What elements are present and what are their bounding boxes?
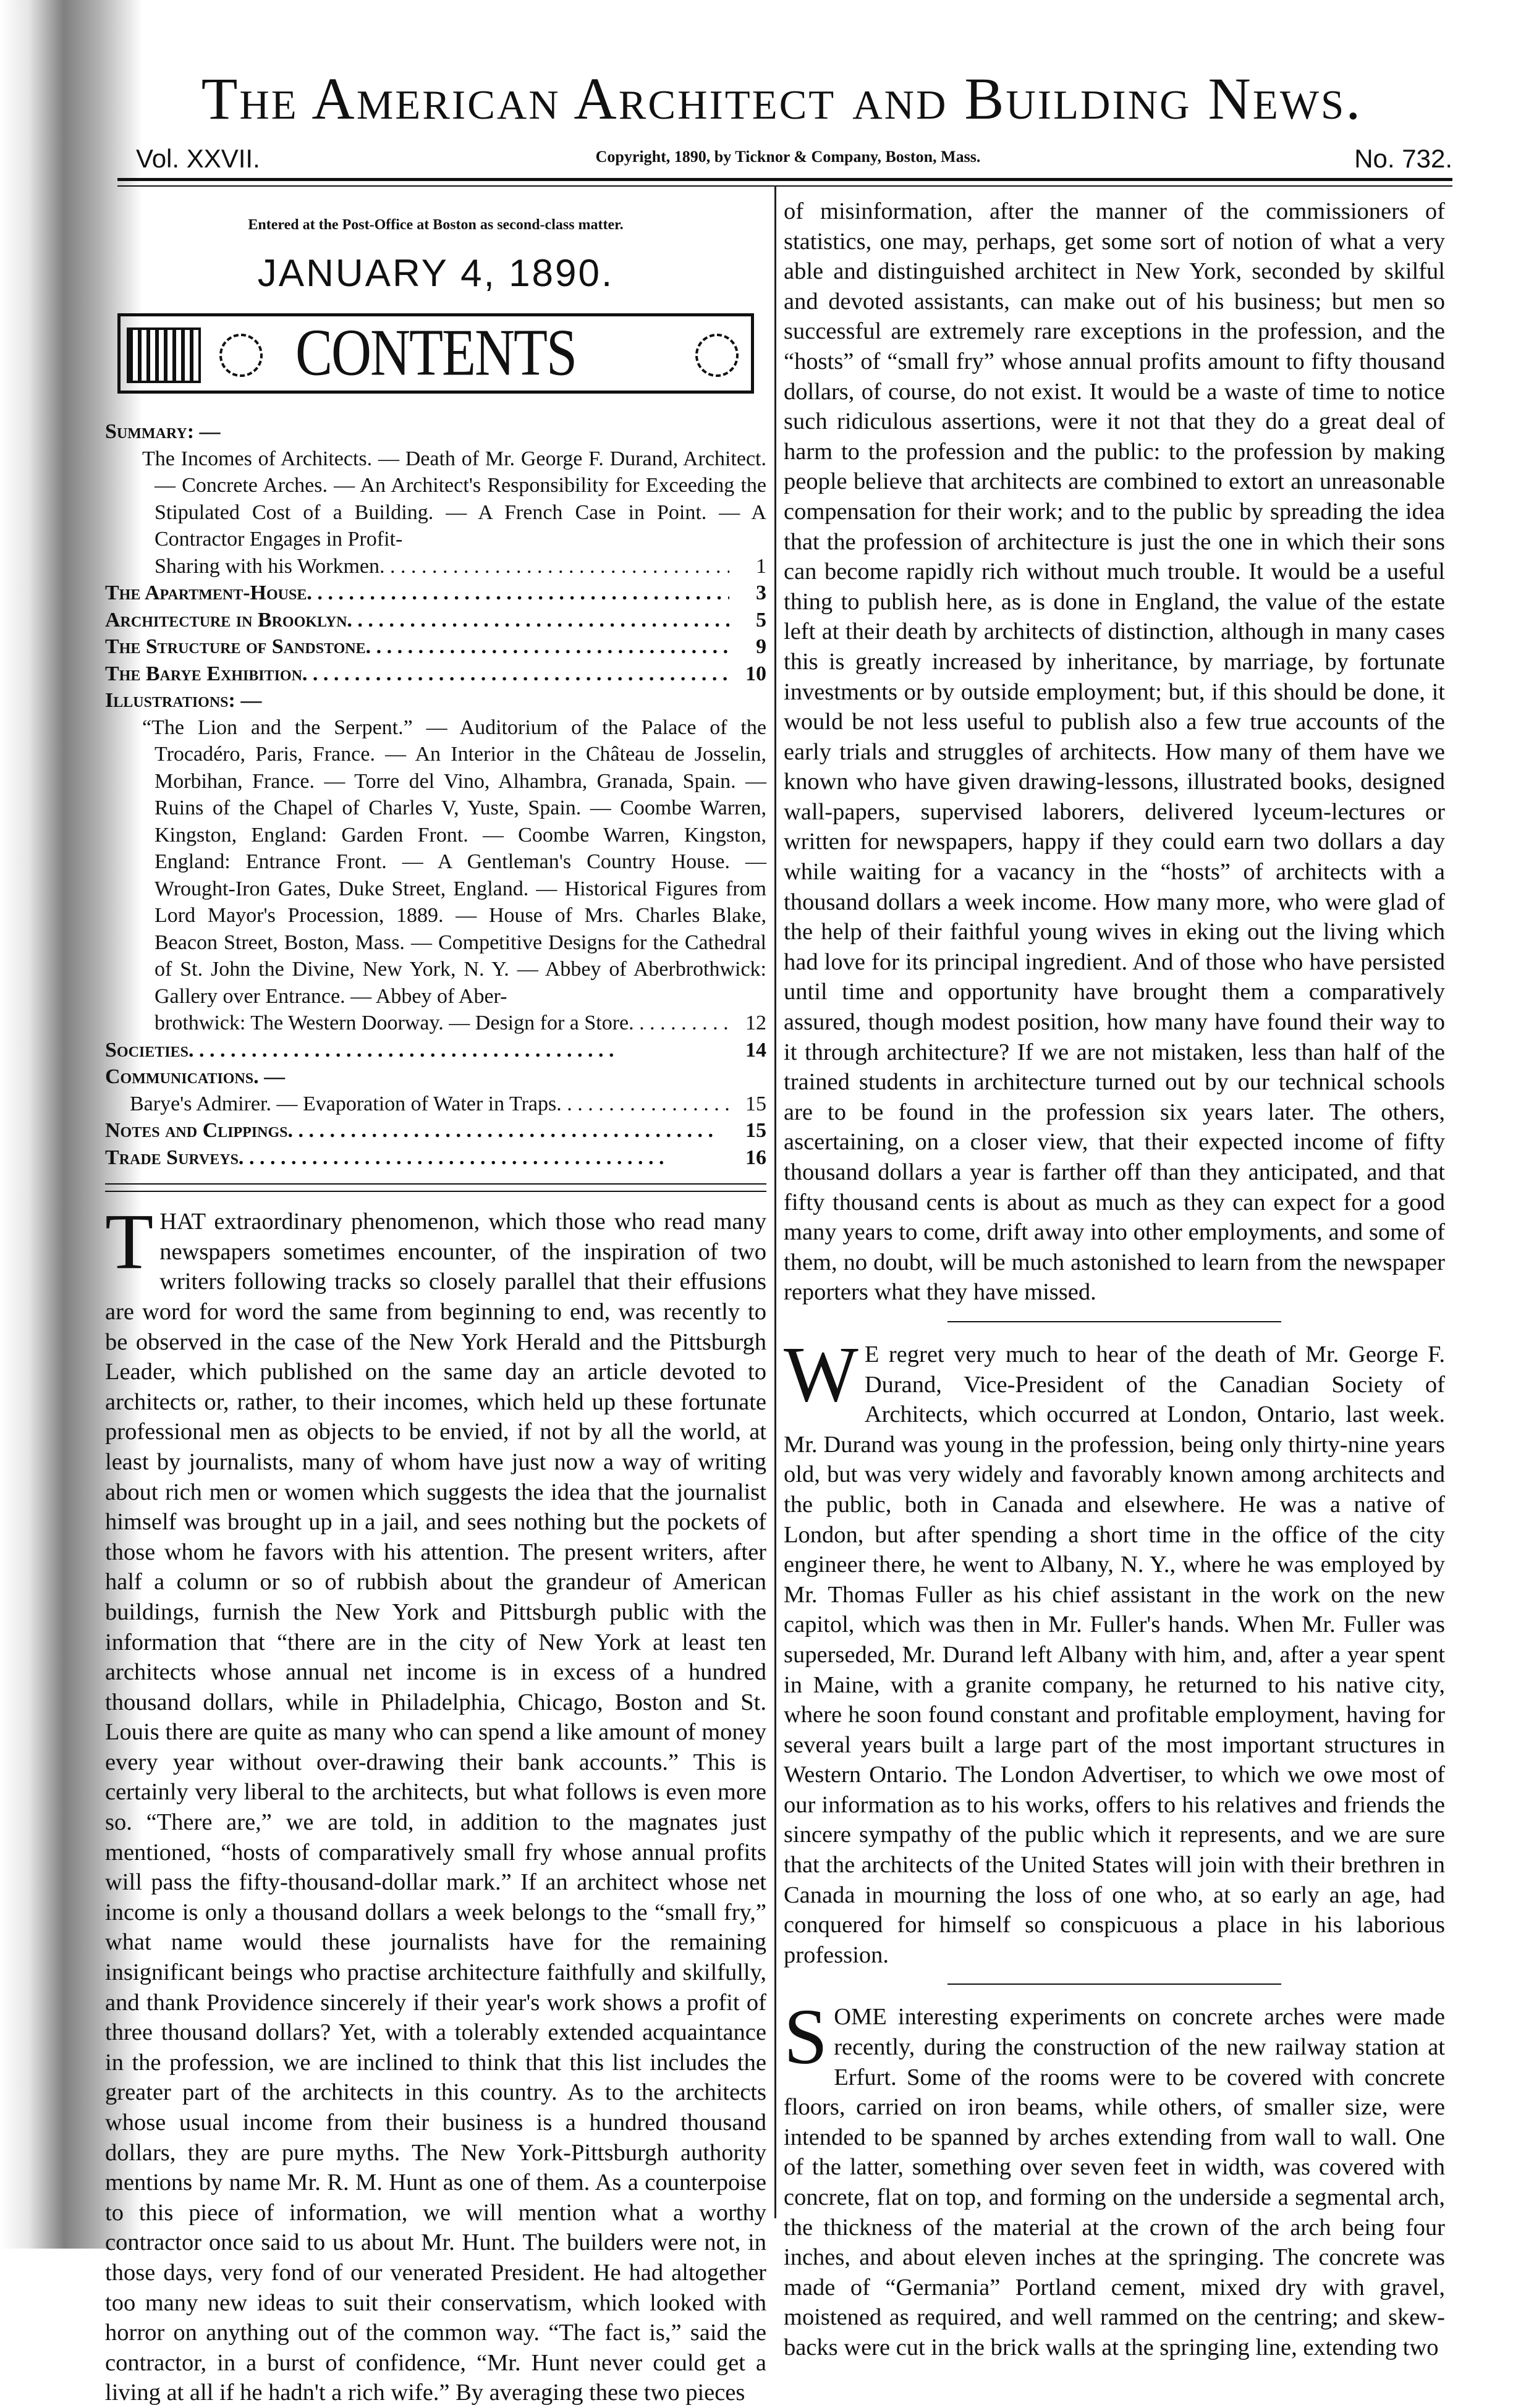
toc-entry[interactable]: Sharing with his Workmen. . . . 1 — [142, 553, 766, 580]
sunflower-ornament-icon — [219, 334, 263, 377]
toc-illustrations-text: “The Lion and the Serpent.” — Auditorium of the Palace of the Trocadéro, Paris, France. — An Interior in the Château de Josselin, Morbihan, France. — Torre del Vino, Alhambra, Granada, Spain. — Ruins of the Chapel of Charles V, Yuste, Spain. — Coombe Warren, Kingston, England: Garden Front. — Coombe Warren, Kingston, England: Entrance Front. — A Gentleman's Country House. — Wrought-Iron Gates, Duke Street, England. — Historical Figures from Lord Mayor's Procession, 1889. — House of Mrs. Charles Blake, Beacon Street, Boston, Mass. — Competitive Designs for the Cathedral of St. John the Divine, New York, N. Y. — Abbey of Aberbrothwick: Gallery over Entrance. — Abbey of Aber- — [142, 716, 766, 1008]
toc-entry[interactable]: Notes and Clippings. . . . 15 — [105, 1117, 766, 1144]
contents-banner — [117, 313, 754, 394]
toc-summary-heading: Summary: — — [105, 420, 221, 444]
toc-entry[interactable]: Societies. . . . 14 — [105, 1037, 766, 1064]
sunflower-ornament-icon — [695, 334, 739, 377]
table-of-contents — [105, 418, 766, 1171]
left-column — [105, 198, 766, 2408]
right-column — [784, 196, 1445, 2363]
drop-cap: T — [105, 1198, 154, 1286]
drop-cap: W — [784, 1330, 858, 1418]
toc-communications-heading: Communications. — — [105, 1065, 286, 1089]
toc-entry[interactable]: brothwick: The Western Doorway. — Design for a Store. . . . 12 — [142, 1010, 766, 1037]
toc-entry[interactable]: The Apartment-House. . . . 3 — [105, 580, 766, 607]
volume-number: Vol. XXVII. — [136, 144, 260, 173]
toc-summary-text: The Incomes of Architects. — Death of Mr. George F. Durand, Architect. — Concrete Arches. — An Architect's Responsibility for Exceeding the Stipulated Cost of a Building. — A French Case in Point. — A Contractor Engages in Profit- — [142, 447, 766, 551]
toc-entry[interactable]: Architecture in Brooklyn. . . . 5 — [105, 607, 766, 634]
masthead-title: The American Architect and Building News. — [201, 65, 1363, 132]
contents-end-rule — [105, 1183, 766, 1192]
header-rule — [117, 178, 1452, 187]
toc-entry[interactable]: Trade Surveys. . . . 16 — [105, 1144, 766, 1172]
article-architect-incomes: THAT extraordinary phenomenon, which those who read many newspapers sometimes encounter, of the inspiration of two writers following tracks so closely parallel that their effusions are word for word the same from beginning to end, was recently to be observed in the case of the New York Herald and the Pittsburgh Leader, which published on the same day an article devoted to architects or, rather, to their incomes, which held up these fortunate professional men as objects to be envied, if not by all the world, at least by journalists, many of whom have just now a way of writing about rich men or women which suggests the idea that the journalist himself was brought up in a jail, and sees nothing but the pockets of those whom he favors with his attention. The present writers, after half a column or so of rubbish about the grandeur of American buildings, furnish the New York and Pittsburgh public with the information that “there are in the city of New York at least ten architects whose annual net income is in excess of a hundred thousand dollars, while in Philadelphia, Chicago, Boston and St. Louis there are quite as many who can spend a like amount of money every year without over-drawing their bank accounts.” This is certainly very liberal to the architects, but what follows is even more so. “There are,” we are told, in addition to the magnates just mentioned, “hosts of comparatively small fry whose annual profits will pass the fifty-thousand-dollar mark.” If an architect whose net income is only a thousand dollars a week belongs to the “small fry,” what name would these journalists have for the remaining insignificant beings who practise architecture faithfully and skilfully, and thank Providence sincerely if their year's work shows a profit of three thousand dollars? Yet, with a tolerably extended acquaintance in the profession, we are inclined to think that this list includes the greater part of the architects in this country. As to the architects whose usual income from their business is a hundred thousand dollars, they are pure myths. The New York-Pittsburgh authority mentions by name Mr. R. M. Hunt as one of them. As a counterpoise to this piece of information, we will mention what a worthy contractor once said to us about Mr. Hunt. The builders were not, in those days, very fond of our venerated President. He had altogether too many new ideas to suit their conservatism, which looked with horror on anything out of the common way. “The fact is,” said the contractor, in a burst of confidence, “Mr. Hunt never could get a living at all if he hadn't a rich wife.” By averaging these two pieces — [105, 1198, 766, 2406]
toc-entry[interactable]: Barye's Admirer. — Evaporation of Water in Traps. . . . 15 — [105, 1091, 766, 1118]
issue-date: JANUARY 4, 1890. — [257, 251, 614, 295]
postal-notice: Entered at the Post-Office at Boston as second-class matter. — [248, 217, 624, 233]
volume-line — [124, 139, 1452, 176]
toc-illustrations-heading: Illustrations: — — [105, 689, 262, 712]
article-separator — [947, 1321, 1281, 1322]
article-concrete-arches: SOME interesting experiments on concrete arches were made recently, during the construction of the new railway station at Erfurt. Some of the rooms were to be covered with concrete floors, carried on iron beams, while others, of smaller size, were intended to be spanned by arches extending from wall to wall. One of the latter, something over seven feet in width, was covered with concrete, flat on top, and forming on the underside a segmental arch, the thickness of the material at the crown of the arch being four inches, and about eleven inches at the springing. The concrete was made of “Germania” Portland cement, mixed dry with gravel, moistened as required, and well rammed on the centring; and skew-backs were cut in the brick walls at the springing line, extending two — [784, 1993, 1445, 2360]
article-durand-obituary: W E regret very much to hear of the death of Mr. George F. Durand, Vice-President of the Canadian Society of Architects, which occurred at London, Ontario, last week. Mr. Durand was young in the profession, being only thirty-nine years old, but was very widely and favorably known among architects and the public, both in Canada and elsewhere. He was a native of London, but after spending a short time in the office of the city engineer there, he went to Albany, N. Y., where he was employed by Mr. Thomas Fuller as his chief assistant in the work on the new capitol, which was then in Mr. Fuller's hands. When Mr. Fuller was superseded, Mr. Durand left Albany with him, and, after a year spent in Maine, with a granite company, he returned to his native city, where he soon found constant and profitable employment, having for several years built a large part of the most important structures in Western Ontario. The London Advertiser, to which we owe most of our information as to his works, offers to his relatives and friends the sincere sympathy of the public which it represents, and we are sure that the architects of the United States will join with their brethren in Canada in mourning the loss of one who, at so early an age, had conquered for himself so conspicuous a place in his laborious profession. — [784, 1330, 1445, 1968]
issue-number: No. 732. — [1354, 144, 1452, 173]
toc-entry[interactable]: The Structure of Sandstone. . . . 9 — [105, 633, 766, 661]
column-divider — [774, 185, 776, 2218]
contents-title: CONTENTS — [295, 316, 576, 390]
article-separator — [947, 1983, 1281, 1985]
article-continuation: of misinformation, after the manner of the commissioners of statistics, one may, perhaps, get some sort of notion of what a very able and distinguished architect in New York, seconded by skilful and devoted assistants, can make out of his business; but men so successful are extremely rare exceptions in the profession, and the “hosts” of “small fry” whose annual profits amount to fifty thousand dollars, of course, do not exist. It would be a waste of time to notice such ridiculous assertions, were it not that they do a great deal of harm to the profession and the public: to the profession by making people believe that architects are combined to extort an unreasonable compensation for their work; and to the public by spreading the idea that the profession of architecture is just the one in which their sons can become rapidly rich without much trouble. It would be a useful thing to publish here, as is done in England, the value of the estate left at their death by architects of distinction, although in many cases this is greatly increased by inheritance, by marriage, by fortunate investments or by outside employment; but, if this should be done, it would be not less useful to publish also a few true accounts of the early trials and struggles of architects. How many of them have we known who have given drawing-lessons, illustrated books, designed wall-papers, supervised laborers, delivered lyceum-lectures or written for newspapers, happy if they could earn two dollars a day while waiting for a vacancy in the “hosts” of architects with a thousand dollars a week income. How many more, who were glad of the help of their faithful young wives in eking out the living which had love for its principal ingredient. And of those who have persisted until time and opportunity have brought them a comparatively assured, though modest position, how many have found their way to it through architecture? If we are not mistaken, less than half of the trained students in architecture turned out by our technical schools are to be found in the profession six years later. The others, ascertaining, on a closer view, that their expected income of fifty thousand dollars a year is farther off than they anticipated, and that fifty thousand cents is about as much as they can expect for a good many years to come, drift away into other employments, and some of them, no doubt, will be much astonished to learn from the newspaper reporters what they have missed. — [784, 198, 1445, 1306]
copyright-notice: Copyright, 1890, by Ticknor & Company, Boston, Mass. — [595, 148, 981, 166]
drop-cap: S — [784, 1993, 828, 2081]
toc-entry[interactable]: The Barye Exhibition. . . . 10 — [105, 661, 766, 688]
bookshelf-ornament-icon — [127, 327, 201, 383]
